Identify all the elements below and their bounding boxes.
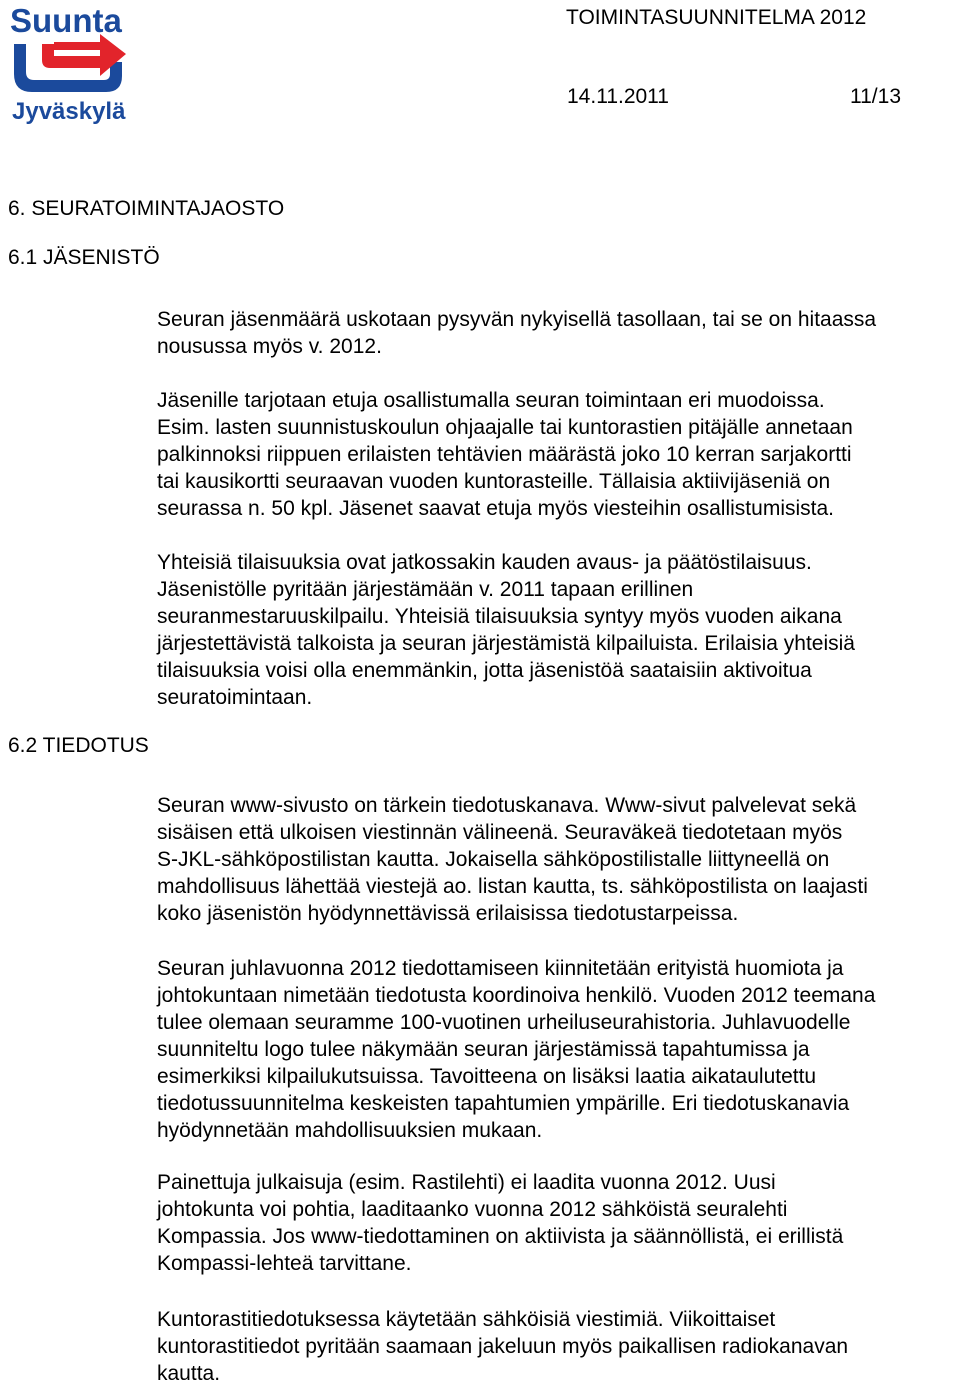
text-line: Jäsenistölle pyritään järjestämään v. 2011 tapaan erillinen	[157, 578, 694, 601]
paragraph-membership-size	[157, 306, 876, 360]
text-line: palkinnoksi riippuen erilaisten tehtävien määrästä joko 10 kerran sarjakortti	[157, 443, 852, 466]
text-line: sisäisen että ulkoisen viestinnän välineenä. Seuraväkeä tiedotetaan myös	[157, 821, 843, 844]
paragraph-member-benefits	[157, 387, 853, 522]
text-line: tilaisuuksia voisi olla enemmänkin, jotta jäsenistöä saataisiin aktivoitua	[157, 659, 812, 682]
text-line: Seuran www-sivusto on tärkein tiedotuskanava. Www-sivut palvelevat sekä	[157, 794, 857, 817]
text-line: Kuntorastitiedotuksessa käytetään sähköisiä viestimiä. Viikoittaiset	[157, 1308, 776, 1331]
text-line: johtokunta voi pohtia, laaditaanko vuonna 2012 sähköistä seuralehti	[157, 1198, 788, 1221]
text-line: Kompassia. Jos www-tiedottaminen on aktiivista ja säännöllistä, ei erillistä	[157, 1225, 844, 1248]
page-number: 11/13	[850, 85, 901, 108]
text-line: hyödynnetään mahdollisuuksien mukaan.	[157, 1119, 543, 1142]
text-line: tiedotussuunnitelma keskeisten tapahtumien ympärille. Eri tiedotuskanavia	[157, 1092, 850, 1115]
text-line: tulee olemaan seuramme 100-vuotinen urheiluseurahistoria. Juhlavuodelle	[157, 1011, 851, 1034]
logo-graphic	[8, 4, 136, 124]
paragraph-printed-publications	[157, 1169, 843, 1277]
text-line: suunniteltu logo tulee näkymään seuran järjestämissä tapahtumissa ja	[157, 1038, 810, 1061]
text-line: Seuran jäsenmäärä uskotaan pysyvän nykyisellä tasollaan, tai se on hitaassa	[157, 308, 877, 331]
document-date: 14.11.2011	[567, 85, 669, 108]
section-heading-6-2: 6.2 TIEDOTUS	[8, 734, 149, 757]
text-line: Jäsenille tarjotaan etuja osallistumalla seuran toimintaan eri muodoissa.	[157, 389, 825, 412]
logo-bottom-text: Jyväskylä	[12, 98, 126, 124]
text-line: seuranmestaruuskilpailu. Yhteisiä tilaisuuksia syntyy myös vuoden aikana	[157, 605, 842, 628]
text-line: Painettuja julkaisuja (esim. Rastilehti) ei laadita vuonna 2012. Uusi	[157, 1171, 776, 1194]
paragraph-website	[157, 792, 868, 927]
logo-top-text: Suunta	[10, 4, 122, 39]
paragraph-fitness-checkpoints	[157, 1306, 848, 1387]
text-line: kautta.	[157, 1362, 221, 1385]
text-line: S-JKL-sähköpostilistan kautta. Jokaisella sähköpostilistalle liittyneellä on	[157, 848, 830, 871]
text-line: mahdollisuus lähettää viestejä ao. listan kautta, ts. sähköpostilista on laajasti	[157, 875, 868, 898]
text-line: Yhteisiä tilaisuuksia ovat jatkossakin kauden avaus- ja päätöstilaisuus.	[157, 551, 812, 574]
text-line: Esim. lasten suunnistuskoulun ohjaajalle tai kuntorastien pitäjälle annetaan	[157, 416, 853, 439]
text-line: johtokuntaan nimetään tiedotusta koordinoiva henkilö. Vuoden 2012 teemana	[157, 984, 876, 1007]
suunta-jyvaskyla-logo	[8, 4, 136, 124]
text-line: koko jäsenistön hyödynnettävissä erilaisissa tiedotustarpeissa.	[157, 902, 739, 925]
paragraph-jubilee-year	[157, 955, 875, 1144]
section-heading-6-1: 6.1 JÄSENISTÖ	[8, 246, 160, 269]
paragraph-joint-events	[157, 549, 855, 711]
text-line: nousussa myös v. 2012.	[157, 335, 382, 358]
text-line: seuratoimintaan.	[157, 686, 313, 709]
text-line: kuntorastitiedot pyritään saamaan jakeluun myös paikallisen radiokanavan	[157, 1335, 849, 1358]
text-line: esimerkiksi kilpailukutsuissa. Tavoitteena on lisäksi laatia aikataulutettu	[157, 1065, 817, 1088]
document-title: TOIMINTASUUNNITELMA 2012	[566, 6, 867, 29]
text-line: järjestettävistä talkoista ja seuran järjestämistä kilpailuista. Erilaisia yhteisiä	[157, 632, 855, 655]
text-line: seurassa n. 50 kpl. Jäsenet saavat etuja myös viesteihin osallistumisista.	[157, 497, 834, 520]
text-line: Seuran juhlavuonna 2012 tiedottamiseen kiinnitetään erityistä huomiota ja	[157, 957, 844, 980]
section-heading-6: 6. SEURATOIMINTAJAOSTO	[8, 197, 285, 220]
text-line: Kompassi-lehteä tarvittane.	[157, 1252, 412, 1275]
text-line: tai kausikortti seuraavan vuoden kuntorasteille. Tällaisia aktiivijäseniä on	[157, 470, 831, 493]
